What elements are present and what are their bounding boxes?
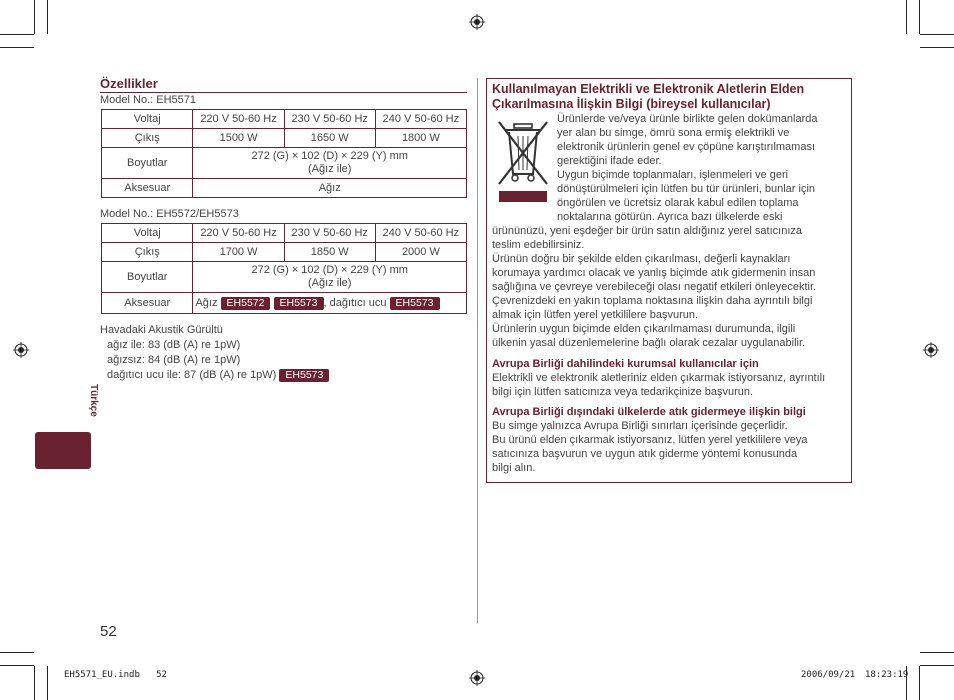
text-line: bilgi için lütfen satıcınıza veya tedarikçinize başvurun.	[492, 386, 754, 398]
title-divider	[100, 92, 467, 93]
voltage-220: 220 V 50-60 Hz	[193, 110, 284, 129]
text-line: ülkenin yasal düzenlemelerine bağlı olarak cezalar uygulanabilir.	[492, 337, 806, 349]
page-number: 52	[100, 623, 117, 640]
eu-section-title: Avrupa Birliği dahilindeki kurumsal kullanıcılar için	[492, 358, 759, 370]
language-tab-label: Türkçe	[88, 384, 99, 417]
dimensions-line2: (Ağız ile)	[308, 163, 352, 175]
output-3: 1800 W	[375, 129, 466, 148]
disposal-paragraph-2	[492, 224, 850, 350]
output-2: 1650 W	[284, 129, 375, 148]
disposal-title	[492, 82, 846, 112]
eu-section	[492, 357, 850, 399]
text-line: Ürünlerde ve/veya ürünle birlikte gelen dokümanlarda	[557, 113, 818, 125]
text-line: noktalarına götürün. Ayrıca bazı ülkelerde eski	[557, 211, 783, 223]
specs-title: Özellikler	[100, 76, 158, 91]
language-tab	[35, 432, 91, 469]
dimensions-value	[193, 262, 467, 293]
text-line: bilgi alın.	[492, 462, 536, 474]
output-1: 1500 W	[193, 129, 284, 148]
disposal-title-line2: Çıkarılmasına İlişkin Bilgi (bireysel kullanıcılar)	[492, 97, 771, 111]
dimensions-line1: 272 (G) × 102 (D) × 229 (Y) mm	[251, 264, 408, 276]
voltage-240: 240 V 50-60 Hz	[375, 224, 466, 243]
registration-mark-icon	[469, 670, 485, 686]
dimensions-label: Boyutlar	[102, 148, 193, 179]
non-eu-section-title: Avrupa Birliği dışındaki ülkelerde atık gidermeye ilişkin bilgi	[492, 406, 806, 418]
output-1: 1700 W	[193, 243, 284, 262]
non-eu-section	[492, 405, 850, 475]
noise-line-no-nozzle: ağızsız: 84 (dB (A) re 1pW)	[107, 354, 241, 366]
footer-date: 2006/09/21	[801, 670, 856, 680]
text-line: Çevrenizdeki en yakın toplama noktasına ilişkin daha ayrıntılı bilgi	[492, 295, 813, 307]
text-line: Bu ürünü elden çıkarmak istiyorsanız, lütfen yerel yetkililere veya	[492, 434, 808, 446]
registration-mark-icon	[923, 342, 939, 358]
noise-line-nozzle: ağız ile: 83 (dB (A) re 1pW)	[107, 339, 241, 351]
model-number-1: Model No.: EH5571	[100, 94, 196, 106]
disposal-title-line1: Kullanılmayan Elektrikli ve Elektronik Aletlerin Elden	[492, 82, 805, 96]
dimensions-line2: (Ağız ile)	[308, 277, 352, 289]
output-label: Çıkış	[102, 243, 193, 262]
footer-time: 18:23:19	[865, 670, 909, 680]
accessory-value: Ağız	[193, 179, 467, 198]
text-line: teslim edebilirsiniz.	[492, 239, 585, 251]
dimensions-value	[193, 148, 467, 179]
model-number-2: Model No.: EH5572/EH5573	[100, 208, 239, 220]
text-line: Ürünün doğru bir şekilde elden çıkarılması, değerli kaynakları	[492, 253, 791, 265]
model-badge: EH5573	[274, 297, 324, 310]
text-line: gerektiğini ifade eder.	[557, 155, 662, 167]
text-line: ürününüzü, yeni eşdeğer bir ürün satın aldığınız yerel satıcınıza	[492, 225, 803, 237]
accessory-label: Aksesuar	[102, 179, 193, 198]
voltage-230: 230 V 50-60 Hz	[284, 110, 375, 129]
text-line: elektronik ürünlerin genel ev çöpüne karıştırılmaması	[557, 141, 816, 153]
text-line: Ürünlerin uygun biçimde elden çıkarılmaması durumunda, ilgili	[492, 323, 796, 335]
accessory-value	[193, 293, 467, 314]
column-divider	[477, 78, 478, 623]
voltage-label: Voltaj	[102, 224, 193, 243]
weee-crossed-bin-icon	[495, 118, 551, 204]
spec-table-1	[101, 109, 467, 198]
text-line: yer alan bu simge, ömrü sona ermiş elektrikli ve	[557, 127, 790, 139]
model-badge: EH5573	[279, 369, 329, 382]
acoustic-noise	[100, 323, 329, 383]
text-line: Uygun biçimde toplanmaları, işlenmeleri ve geri	[557, 169, 789, 181]
voltage-240: 240 V 50-60 Hz	[375, 110, 466, 129]
registration-mark-icon	[469, 14, 485, 30]
output-2: 1850 W	[284, 243, 375, 262]
noise-title: Havadaki Akustik Gürültü	[100, 324, 223, 336]
text-line: dönüştürülmeleri için lütfen bu tür ürünleri, bunlar için	[557, 183, 816, 195]
accessory-nozzle: Ağız	[195, 296, 218, 309]
disposal-paragraph-1	[557, 112, 847, 224]
noise-line-diffuser	[100, 368, 329, 383]
spec-table-2	[101, 223, 467, 314]
text-line: öngörülen ve ücretsiz olarak kabul edilen toplama	[557, 197, 799, 209]
model-badge: EH5572	[221, 297, 271, 310]
dimensions-label: Boyutlar	[102, 262, 193, 293]
footer-file: EH5571_EU.indb 52	[64, 670, 167, 680]
text-line: Elektrikli ve elektronik aletleriniz elden çıkarmak istiyorsanız, ayrıntılı	[492, 372, 826, 384]
voltage-label: Voltaj	[102, 110, 193, 129]
voltage-230: 230 V 50-60 Hz	[284, 224, 375, 243]
accessory-label: Aksesuar	[102, 293, 193, 314]
voltage-220: 220 V 50-60 Hz	[193, 224, 284, 243]
registration-mark-icon	[13, 342, 29, 358]
text-line: sağlığına ve çevreye verebileceği olası negatif etkileri önleyecektir.	[492, 281, 817, 293]
noise-line-diffuser-text: dağıtıcı ucu ile: 87 (dB (A) re 1pW)	[107, 369, 277, 381]
output-3: 2000 W	[375, 243, 466, 262]
model-badge: EH5573	[390, 297, 440, 310]
text-line: almak için lütfen yerel yetkililere başvurun.	[492, 309, 699, 321]
text-line: satıcınıza başvurun ve uygun atık giderme yöntemi konusunda	[492, 448, 798, 460]
dimensions-line1: 272 (G) × 102 (D) × 229 (Y) mm	[251, 150, 408, 162]
text-line: korumaya yardımcı olacak ve yanlış biçimde atık gidermenin insan	[492, 267, 816, 279]
accessory-diffuser: , dağıtıcı ucu	[323, 296, 387, 309]
text-line: Bu simge yalnızca Avrupa Birliği sınırları içerisinde geçerlidir.	[492, 420, 788, 432]
output-label: Çıkış	[102, 129, 193, 148]
